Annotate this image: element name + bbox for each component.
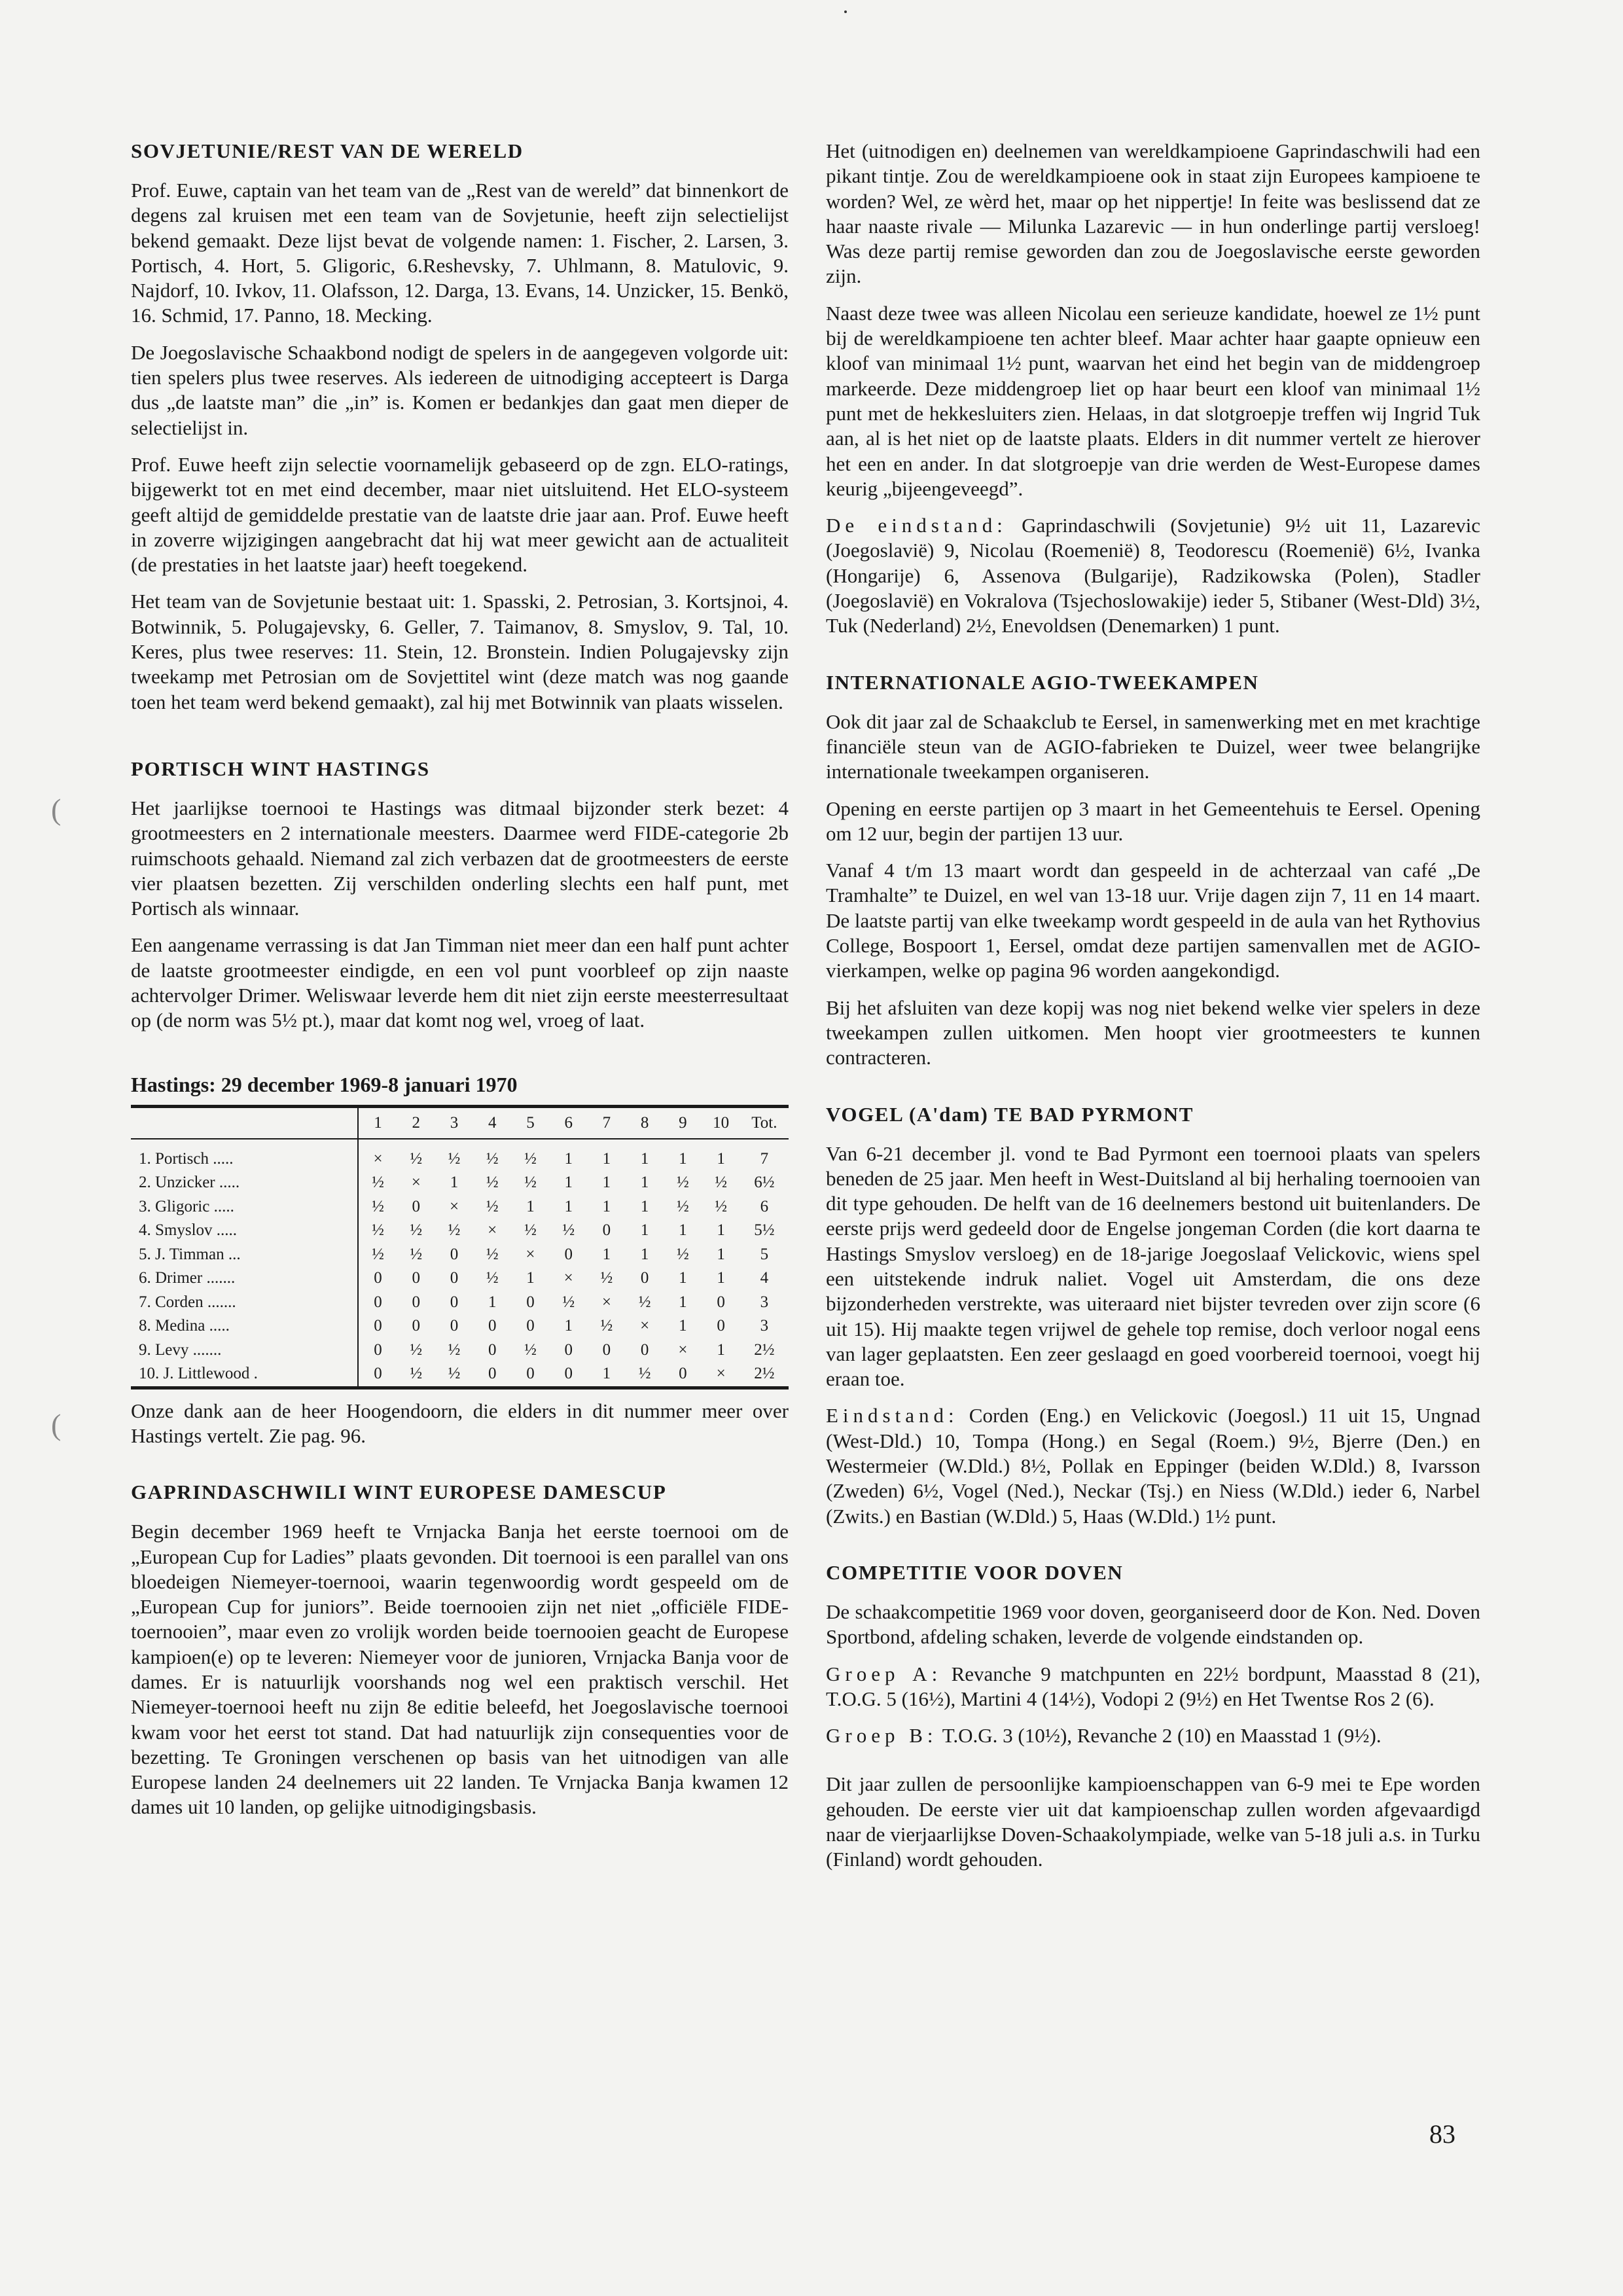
score-cell: ½: [562, 1293, 575, 1311]
margin-mark: (: [51, 1408, 62, 1441]
inline-label: Groep A:: [826, 1662, 942, 1685]
score-cell: ½: [638, 1365, 651, 1383]
score-cell: ½: [358, 1171, 397, 1195]
score-cell: 1: [640, 1149, 649, 1168]
score-cell: 0: [526, 1293, 535, 1311]
score-cell: ½: [410, 1245, 423, 1263]
player-name: 5. J. Timman ...: [139, 1245, 241, 1263]
table-header-row: [131, 1106, 789, 1139]
paragraph: Opening en eerste partijen op 3 maart in het Gemeentehuis te Eersel. Opening om 12 uur, begin der partijen 13 uur.: [826, 797, 1480, 845]
score-cell: 0: [488, 1365, 497, 1383]
score-cell: 1: [679, 1149, 687, 1168]
score-cell: ×: [449, 1197, 459, 1215]
total-cell: 2½: [754, 1340, 775, 1359]
score-cell: 0: [640, 1269, 649, 1287]
page-number: 83: [1429, 2119, 1455, 2149]
inline-label: De eindstand:: [826, 514, 1007, 537]
score-cell: 0: [412, 1197, 420, 1215]
score-cell: 0: [679, 1365, 687, 1383]
total-cell: 3: [760, 1317, 769, 1335]
table-caption: Hastings: 29 december 1969-8 januari 1970: [131, 1072, 518, 1096]
score-cell: 0: [717, 1317, 725, 1335]
section-title: VOGEL (A'dam) TE BAD PYRMONT: [826, 1102, 1194, 1126]
score-cell: ½: [600, 1317, 613, 1335]
score-cell: 1: [602, 1197, 611, 1215]
column-header: Tot.: [751, 1113, 777, 1132]
score-cell: 1: [602, 1245, 611, 1263]
column-header: 9: [679, 1113, 687, 1132]
score-cell: 0: [602, 1221, 611, 1240]
score-cell: 0: [564, 1365, 573, 1383]
total-cell: 5: [760, 1245, 769, 1263]
score-cell: ½: [715, 1197, 727, 1215]
paragraph: Een aangename verrassing is dat Jan Timman niet meer dan een half punt achter de laatste grootmeester eindigde, en een vol punt voorbleef op zijn naaste achtervolger Drimer. Weliswaar leverde hem dit niet zijn eerste meesterresultaat op (de norm was 5½ pt.), maar dat komt nog wel, vroeg of laat.: [131, 933, 789, 1032]
score-cell: 1: [564, 1197, 573, 1215]
score-cell: ½: [562, 1221, 575, 1240]
section-title: PORTISCH WINT HASTINGS: [131, 757, 430, 780]
score-cell: ×: [640, 1317, 650, 1335]
score-cell: ½: [715, 1174, 727, 1192]
player-name: 8. Medina .....: [139, 1317, 230, 1335]
score-cell: 1: [717, 1221, 725, 1240]
score-cell: ½: [358, 1195, 397, 1219]
score-cell: 0: [564, 1245, 573, 1263]
score-cell: 0: [526, 1317, 535, 1335]
score-cell: ½: [486, 1245, 499, 1263]
score-cell: ½: [358, 1219, 397, 1243]
score-cell: ×: [601, 1293, 611, 1311]
total-cell: 6½: [754, 1174, 775, 1192]
column-header: 1: [358, 1106, 397, 1139]
score-cell: 0: [412, 1269, 420, 1287]
score-cell: 1: [717, 1340, 725, 1359]
score-cell: 1: [679, 1317, 687, 1335]
table-row: [131, 1171, 789, 1195]
paragraph: De Joegoslavische Schaakbond nodigt de spelers in de aangegeven volgorde uit: tien spelers plus twee reserves. Als iedereen de uitnodiging accepteert is Darga dus „de laatste man” die „in” is. Komen er bedankjes dan gaat men dieper de selectielijst in.: [131, 340, 789, 439]
paragraph: Het (uitnodigen en) deelnemen van wereldkampioene Gaprindaschwili had een pikant tintje. Zou de wereldkampioene ook in staat zijn Europees kampioene te worden? Wel, ze wèrd het, maar op het nippertje! In feite was beslissend dat ze haar naaste rivale — Milunka Lazarevic — in hun onderlinge partij versloeg! Was deze partij remise geworden dan zou de Joegoslavische eerste geworden zijn.: [826, 139, 1480, 288]
score-cell: ½: [486, 1269, 499, 1287]
column-header: 4: [488, 1113, 497, 1132]
paragraph: [826, 1403, 1480, 1528]
paragraph: Ook dit jaar zal de Schaakclub te Eersel, in samenwerking met en met krachtige financiële steun van de AGIO-fabrieken te Duizel, weer twee belangrijke internationale tweekampen organiseren.: [826, 709, 1480, 783]
player-name: 2. Unzicker .....: [139, 1174, 240, 1192]
score-cell: 0: [412, 1293, 420, 1311]
inline-label: Groep B:: [826, 1724, 938, 1748]
paragraph: Begin december 1969 heeft te Vrnjacka Banja het eerste toernooi om de „European Cup for Ladies” plaats gevonden. Dit toernooi is een parallel van ons bloedeigen Niemeyer-toernooi, waarin tegenwoordig wordt gespeeld om de „European Cup for juniors”. Beide toernooien zijn net niet „officiële FIDE-toernooien”, maar even zo vrolijk worden beide toernooien geacht de Europese kampioen(e) op te leveren: Niemeyer voor de junioren, Vrnjacka Banja voor de dames. Er is natuurlijk voorshands nog wel een praktisch verschil. Het Niemeyer-toernooi heeft nu zijn 8e editie beleefd, het Joegoslavische toernooi kwam voor het eerst tot stand. Dat had natuurlijk zijn consequenties voor de bezetting. Te Groningen verschenen op basis van het uitnodigen van alle Europese landen 24 deelnemers uit 22 landen. Te Vrnjacka Banja kwamen 12 dames uit 10 landen, op gelijke uitnodigingsbasis.: [131, 1520, 789, 1819]
score-cell: 1: [640, 1221, 649, 1240]
score-cell: ½: [448, 1365, 461, 1383]
paragraph: Bij het afsluiten van deze kopij was nog niet bekend welke vier spelers in deze tweekampen zullen uitkomen. Men hoopt vier grootmeesters te kunnen contracteren.: [826, 996, 1480, 1069]
paragraph: Het team van de Sovjetunie bestaat uit: 1. Spasski, 2. Petrosian, 3. Kortsjnoi, 4. Botwinnik, 5. Polugajevsky, 6. Geller, 7. Taimanov, 8. Smyslov, 9. Tal, 10. Keres, plus twee reserves: 11. Stein, 12. Bronstein. Indien Polugajevsky zijn tweekamp met Petrosian om de Sovjettitel wint (deze match was nog gaande toen het team werd bekend gemaakt), zal hij met Botwinnik van plaats wisselen.: [131, 590, 789, 713]
score-cell: ½: [448, 1149, 461, 1168]
total-cell: 3: [760, 1293, 769, 1311]
left-column: [131, 139, 789, 1832]
score-cell: 0: [358, 1266, 397, 1291]
score-cell: 0: [450, 1245, 459, 1263]
column-header: 5: [526, 1113, 535, 1132]
score-cell: ½: [524, 1174, 537, 1192]
score-cell: 0: [450, 1293, 459, 1311]
score-cell: ½: [448, 1221, 461, 1240]
paragraph: Het jaarlijkse toernooi te Hastings was ditmaal bijzonder sterk bezet: 4 grootmeesters en 2 internationale meesters. Daarmee werd FIDE-categorie 2b ruimschoots gehaald. Niemand zal zich verbazen dat de grootmeesters de eerste vier plaatsen bezetten. Zij verschilden onderling slechts een half punt, met Portisch als winnaar.: [131, 796, 789, 920]
paragraph: Vanaf 4 t/m 13 maart wordt dan gespeeld in de achterzaal van café „De Tramhalte” te Duizel, en wel van 13-18 uur. Vrije dagen zijn 7, 11 en 14 maart. De laatste partij van elke tweekamp wordt gespeeld in de aula van het Rythovius College, Bospoort 1, Eersel, omdat deze partijen samenvallen met de AGIO-vierkampen, welke op pagina 96 worden aangekondigd.: [826, 859, 1480, 982]
scan-speck: [844, 10, 847, 13]
column-header: 3: [450, 1113, 459, 1132]
score-cell: ×: [716, 1365, 726, 1383]
score-cell: ½: [486, 1149, 499, 1168]
score-cell: 1: [564, 1317, 573, 1335]
score-cell: ½: [524, 1221, 537, 1240]
score-cell: ½: [524, 1340, 537, 1359]
player-name: 3. Gligoric .....: [139, 1197, 234, 1215]
score-cell: 0: [564, 1340, 573, 1359]
score-cell: 1: [640, 1245, 649, 1263]
score-cell: 0: [412, 1317, 420, 1335]
score-cell: 1: [717, 1149, 725, 1168]
section-title: COMPETITIE VOOR DOVEN: [826, 1560, 1124, 1584]
score-cell: 0: [358, 1314, 397, 1338]
score-cell: ½: [410, 1149, 423, 1168]
score-cell: 1: [526, 1197, 535, 1215]
section-title: INTERNATIONALE AGIO-TWEEKAMPEN: [826, 670, 1259, 694]
score-cell: 1: [602, 1174, 611, 1192]
score-cell: 1: [488, 1293, 497, 1311]
score-cell: 1: [564, 1149, 573, 1168]
table-row: [131, 1219, 789, 1243]
score-cell: 0: [526, 1365, 535, 1383]
score-cell: 0: [358, 1338, 397, 1363]
table-row: [131, 1338, 789, 1363]
score-cell: ½: [486, 1197, 499, 1215]
score-cell: 1: [602, 1149, 611, 1168]
player-name: 1. Portisch .....: [139, 1149, 234, 1168]
section-title: SOVJETUNIE/REST VAN DE WERELD: [131, 139, 524, 162]
paragraph-text: T.O.G. 3 (10½), Revanche 2 (10) en Maasstad 1 (9½).: [942, 1724, 1382, 1748]
paragraph-text: Gaprindaschwili (Sovjetunie) 9½ uit 11, Lazarevic (Joegoslavië) 9, Nicolau (Roemenië) 8, Teodorescu (Roemenië) 6½, Ivanka (Hongarije) 6, Assenova (Bulgarije), Radzikowska (Polen), Stadler (Joegoslavië) en Vokralova (Tsjechoslowakije) ieder 5, Stibaner (West-Dld) 3½, Tuk (Nederland) 2½, Enevoldsen (Denemarken) 1 punt.: [826, 514, 1480, 637]
score-cell: ×: [563, 1269, 573, 1287]
score-cell: ½: [410, 1340, 423, 1359]
score-cell: 1: [640, 1174, 649, 1192]
score-cell: ½: [677, 1174, 689, 1192]
score-cell: 1: [717, 1245, 725, 1263]
inline-label: Eindstand:: [826, 1404, 959, 1427]
paragraph: [826, 1723, 1480, 1748]
paragraph: Dit jaar zullen de persoonlijke kampioenschappen van 6-9 mei te Epe worden gehouden. De eerste vier uit dat kampioenschap zullen worden afgevaardigd naar de vierjaarlijkse Doven-Schaakolympiade, welke van 5-18 juli a.s. in Turku (Finland) wordt gehouden.: [826, 1772, 1480, 1871]
table-row: [131, 1195, 789, 1219]
score-cell: 1: [450, 1174, 459, 1192]
paragraph: Naast deze twee was alleen Nicolau een serieuze kandidate, hoewel ze 1½ punt bij de wereldkampioene ten achter bleef. Maar achter haar gaapte opnieuw een kloof van minimaal 1½ punt, waarvan het eind het begin van de middengroep markeerde. Deze middengroep liet op haar beurt een kloof van minimaal 1½ punt met de hekkesluiters zien. Helaas, in dat slotgroepje treffen wij Ingrid Tuk aan, al is het niet op de laatste plaats. Elders in dit nummer vertelt ze hierover het een en ander. In dat slotgroepje van drie werden de West-Europese dames keurig „bijeengeveegd”.: [826, 301, 1480, 500]
score-cell: 0: [358, 1291, 397, 1315]
right-column: [826, 139, 1480, 1884]
table-row: [131, 1362, 789, 1388]
score-cell: ½: [410, 1221, 423, 1240]
score-cell: 1: [679, 1269, 687, 1287]
paragraph: Onze dank aan de heer Hoogendoorn, die elders in dit nummer meer over Hastings vertelt. Zie pag. 96.: [131, 1399, 789, 1447]
score-cell: 0: [717, 1293, 725, 1311]
score-cell: ½: [358, 1243, 397, 1267]
score-cell: 1: [602, 1365, 611, 1383]
score-cell: 1: [526, 1269, 535, 1287]
score-cell: ½: [600, 1269, 613, 1287]
total-cell: 5½: [754, 1221, 775, 1240]
column-header: 10: [713, 1113, 730, 1132]
table-row: [131, 1243, 789, 1267]
score-cell: ×: [488, 1221, 497, 1240]
total-cell: 4: [760, 1269, 769, 1287]
score-cell: 0: [488, 1317, 497, 1335]
paragraph: De schaakcompetitie 1969 voor doven, georganiseerd door de Kon. Ned. Doven Sportbond, afdeling schaken, leverde de volgende eindstanden op.: [826, 1600, 1480, 1649]
score-cell: ½: [410, 1365, 423, 1383]
player-name: 7. Corden .......: [139, 1293, 236, 1311]
total-cell: 7: [760, 1149, 769, 1168]
score-cell: ½: [677, 1197, 689, 1215]
total-cell: 6: [760, 1197, 769, 1215]
score-cell: 1: [640, 1197, 649, 1215]
score-cell: 1: [717, 1269, 725, 1287]
table-row: [131, 1314, 789, 1338]
score-cell: ½: [524, 1149, 537, 1168]
player-name: 9. Levy .......: [139, 1340, 222, 1359]
score-cell: 0: [488, 1340, 497, 1359]
section-title: GAPRINDASCHWILI WINT EUROPESE DAMESCUP: [131, 1480, 667, 1504]
player-name: 6. Drimer .......: [139, 1269, 236, 1287]
player-name: 4. Smyslov .....: [139, 1221, 238, 1240]
paragraph: [826, 1662, 1480, 1712]
paragraph: Prof. Euwe, captain van het team van de „Rest van de wereld” dat binnenkort de degens zal kruisen met een team van de Sovjetunie, heeft zijn selectielijst bekend gemaakt. Deze lijst bevat de volgende namen: 1. Fischer, 2. Larsen, 3. Portisch, 4. Hort, 5. Gligoric, 6.Reshevsky, 7. Uhlmann, 8. Matulovic, 9. Najdorf, 10. Ivkov, 11. Olafsson, 12. Darga, 13. Evans, 14. Unzicker, 15. Benkö, 16. Schmid, 17. Panno, 18. Mecking.: [131, 179, 789, 327]
score-cell: 0: [450, 1269, 459, 1287]
score-cell: 0: [640, 1340, 649, 1359]
score-cell: ×: [358, 1139, 397, 1172]
score-cell: 1: [564, 1174, 573, 1192]
score-cell: ½: [448, 1340, 461, 1359]
paragraph: [826, 513, 1480, 638]
table-row: [131, 1291, 789, 1315]
score-cell: ×: [678, 1340, 688, 1359]
table-row: [131, 1139, 789, 1172]
score-cell: 0: [602, 1340, 611, 1359]
column-header: 2: [412, 1113, 420, 1132]
paragraph: Van 6-21 december jl. vond te Bad Pyrmont een toernooi plaats van spelers beneden de 25 jaar. Men heeft in West-Duitsland al bij herhaling toernooien van dit type gehouden. De helft van de 16 deelnemers bestond uit buitenlanders. De eerste prijs werd gedeeld door de Engelse jongeman Corden (die kort daarna te Hastings Smyslov versloeg) en de 18-jarige Joegoslaaf Velickovic, wiens spel een uitstekende indruk naliet. Vogel uit Amsterdam, die ons deze bijzonderheden verstrekte, was uiteraard niet bijster tevreden over zijn score (6 uit 15). Hij maakte tegen vrijwel de gehele top remise, doch verloor nogal eens van lager geplaatsten. Een zeer geslaagd en goed voorbereid toernooi, voegt hij eraan toe.: [826, 1141, 1480, 1391]
hastings-crosstable: [131, 1105, 789, 1390]
score-cell: ×: [526, 1245, 535, 1263]
table-body: [131, 1139, 789, 1388]
score-cell: ½: [677, 1245, 689, 1263]
score-cell: ×: [411, 1174, 421, 1192]
player-name: 10. J. Littlewood .: [139, 1365, 258, 1383]
header-blank: [131, 1106, 358, 1139]
table-row: [131, 1266, 789, 1291]
score-cell: 1: [679, 1221, 687, 1240]
column-header: 8: [640, 1113, 649, 1132]
column-header: 6: [564, 1113, 573, 1132]
paragraph-text: Revanche 9 matchpunten en 22½ bordpunt, Maasstad 8 (21), T.O.G. 5 (16½), Martini 4 (14½), Vodopi 2 (9½) en Het Twentse Ros 2 (6).: [826, 1662, 1480, 1710]
paragraph-text: Corden (Eng.) en Velickovic (Joegosl.) 11 uit 15, Ungnad (West-Dld.) 10, Tompa (Hong.) en Segal (Roem.) 9½, Bjerre (Den.) en Westermeier (W.Dld.) 8½, Pollak en Eppinger (beiden W.Dld.) 8, Ivarsson (Zweden) 6½, Vogel (Ned.), Neckar (Tsj.) en Niess (W.Dld.) ieder 6, Narbel (Zwits.) en Bastian (W.Dld.) 5, Haas (W.Dld.) 1½ punt.: [826, 1404, 1480, 1528]
total-cell: 2½: [754, 1365, 775, 1383]
score-cell: 0: [358, 1362, 397, 1388]
score-cell: ½: [486, 1174, 499, 1192]
score-cell: 1: [679, 1293, 687, 1311]
score-cell: ½: [638, 1293, 651, 1311]
column-header: 7: [602, 1113, 611, 1132]
paragraph: Prof. Euwe heeft zijn selectie voornamelijk gebaseerd op de zgn. ELO-ratings, bijgewerkt tot en met eind december, maar niet uitsluitend. Het ELO-systeem geeft altijd de gemiddelde prestatie van de laatste drie jaar aan. Prof. Euwe heeft in zoverre wijzigingen aangebracht dat hij wat meer gewicht aan de actualiteit (de prestaties in het laatste jaar) heeft toegekend.: [131, 452, 789, 577]
score-cell: 0: [450, 1317, 459, 1335]
margin-mark: (: [51, 793, 62, 826]
